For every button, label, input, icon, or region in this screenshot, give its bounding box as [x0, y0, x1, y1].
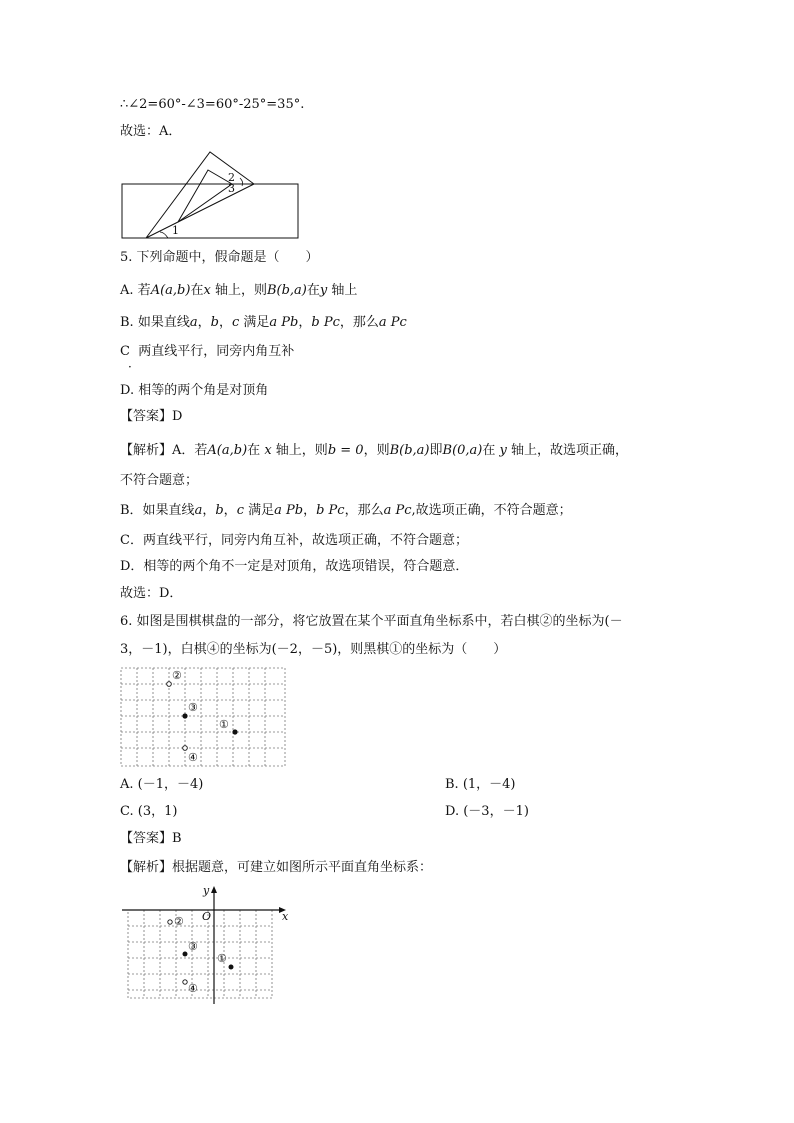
- stone-label-4: ④: [188, 751, 198, 764]
- stone-label-2: ②: [172, 669, 182, 682]
- q6-analysis: 【解析】根据题意，可建立如图所示平面直角坐标系：: [120, 860, 433, 875]
- black-stone-3: [182, 713, 187, 718]
- analysis-text: 即: [429, 443, 443, 458]
- point-args: (0,a): [452, 443, 483, 458]
- coord-label-4: ④: [188, 982, 198, 995]
- point-label: A: [150, 283, 161, 298]
- y-axis-arrow: [211, 886, 217, 893]
- analysis-text: A．若: [172, 443, 208, 458]
- board-grid: [121, 668, 285, 766]
- relation: a Pc: [383, 503, 412, 518]
- relation: a Pb: [274, 503, 304, 518]
- var-label: y: [499, 443, 507, 458]
- go-board-figure: [120, 667, 286, 767]
- q5-analysis-a-cont: 不符合题意；: [120, 473, 199, 488]
- coord-white-stone-2: [168, 920, 172, 924]
- point-label: A: [207, 443, 217, 458]
- coord-black-stone-3: [183, 952, 188, 957]
- q5-answer: 【答案】D: [120, 409, 183, 424]
- outer-triangle: [146, 152, 254, 238]
- relation: b Pc: [316, 503, 345, 518]
- coord-label-3: ③: [188, 940, 198, 953]
- point-args: (b,a): [399, 443, 430, 458]
- choice-line-a: [120, 122, 181, 142]
- origin-label: O: [202, 910, 212, 923]
- q6-stem-line2: 3，－1)，白棋④的坐标为(－2，－5)，则黑棋①的坐标为（ ）: [120, 642, 507, 657]
- relation: b Pc: [311, 315, 340, 330]
- y-axis-label: y: [203, 884, 210, 897]
- var-label: x: [203, 283, 211, 298]
- q6-stem-line1: 6. 如图是围棋棋盘的一部分，将它放置在某个平面直角坐标系中，若白棋②的坐标为(－: [120, 614, 623, 629]
- var-label: a: [189, 315, 198, 330]
- point-label: B: [266, 283, 277, 298]
- relation: a Pc: [378, 315, 407, 330]
- coord-label-2: ②: [174, 915, 184, 928]
- q6-option-c: C. (3，1): [120, 804, 178, 819]
- q5-analysis-a: [120, 441, 628, 461]
- triangle-ruler-figure: [120, 148, 305, 240]
- option-text: 轴上，则: [214, 283, 267, 298]
- var-label: b: [210, 315, 219, 330]
- point-args: (a,b): [160, 283, 191, 298]
- analysis-label: 【解析】: [120, 443, 173, 458]
- figure1-label-1: 1: [172, 224, 179, 237]
- var-label: x: [264, 443, 272, 458]
- stone-label-1: ①: [219, 718, 229, 731]
- var-label: c: [231, 315, 240, 330]
- coord-grid: [128, 910, 272, 998]
- analysis-text: ,故选项正确，不符合题意；: [411, 503, 572, 518]
- option-letter: B.: [120, 315, 134, 330]
- equation: b = 0: [327, 443, 364, 458]
- parallel-strip: [122, 184, 298, 238]
- q6-answer: 【答案】B: [120, 831, 182, 846]
- choice-value: A．: [159, 124, 182, 139]
- q6-option-d: D. (－3，－1): [445, 804, 529, 819]
- q5-option-b: B. 如果直线a，b，c 满足a Pb，b Pc，那么a Pc: [120, 315, 407, 330]
- decorative-dot: ·: [128, 360, 132, 374]
- angle-computation-line: ∴∠2=60°-∠3=60°-25°=35°.: [120, 97, 305, 112]
- analysis-text: ，则: [363, 443, 390, 458]
- analysis-text: 满足: [248, 503, 275, 518]
- coord-black-stone-1: [229, 965, 234, 970]
- figure1-label-3: 3: [228, 182, 235, 195]
- analysis-text: 在: [247, 443, 261, 458]
- coordinate-board-figure: [120, 884, 295, 1006]
- q5-analysis-b: B．如果直线a，b，c 满足a Pb，b Pc，那么a Pc,故选项正确，不符合题意；: [120, 503, 572, 518]
- option-text: 如果直线: [137, 315, 190, 330]
- q5-option-a: [120, 281, 357, 301]
- q6-option-a: A. (－1，－4): [120, 777, 204, 792]
- q5-analysis-c: C．两直线平行，同旁内角互补，故选项正确，不符合题意；: [120, 533, 468, 548]
- angle-arc-2: [240, 178, 243, 186]
- option-text: 轴上: [331, 283, 358, 298]
- analysis-text: 轴上，则: [275, 443, 328, 458]
- point-label: B: [442, 443, 453, 458]
- q6-option-b: B. (1，－4): [445, 777, 516, 792]
- choice-prefix: 故选：: [120, 124, 160, 139]
- option-text: 两直线平行，同旁内角互补: [138, 344, 295, 359]
- white-stone-4: [183, 746, 188, 751]
- option-text: 在: [306, 283, 320, 298]
- point-args: (b,a): [276, 283, 307, 298]
- white-stone-2: [167, 682, 172, 687]
- option-letter: C: [120, 344, 130, 359]
- analysis-text: B．如果直线: [120, 503, 195, 518]
- inner-triangle: [178, 170, 232, 222]
- option-text: 满足: [243, 315, 270, 330]
- q5-option-c: [120, 342, 294, 362]
- var-label: b: [215, 503, 224, 518]
- q5-option-d: [120, 381, 268, 401]
- var-label: a: [194, 503, 203, 518]
- analysis-text: ，那么: [344, 503, 384, 518]
- var-label: c: [236, 503, 244, 518]
- angle-arc-1: [160, 232, 168, 238]
- option-letter: A.: [120, 283, 134, 298]
- coord-label-1: ①: [217, 952, 227, 965]
- q5-stem: 5. 下列命题中，假命题是（ ）: [120, 250, 319, 265]
- figure1-label-2: 2: [228, 171, 235, 184]
- option-text: ，那么: [339, 315, 379, 330]
- point-args: (a,b): [216, 443, 248, 458]
- coord-white-stone-4: [183, 980, 187, 984]
- relation: a Pb: [269, 315, 299, 330]
- q5-analysis-d: D．相等的两个角不一定是对顶角，故选项错误，符合题意．: [120, 559, 469, 574]
- option-text: 若: [137, 283, 151, 298]
- q5-choice: 故选：D．: [120, 586, 183, 601]
- analysis-text: 轴上，故选项正确，: [511, 443, 629, 458]
- black-stone-1: [232, 729, 237, 734]
- stone-label-3: ③: [188, 701, 198, 714]
- option-text: 在: [190, 283, 204, 298]
- analysis-text: 在: [482, 443, 496, 458]
- option-text: 相等的两个角是对顶角: [138, 383, 269, 398]
- x-axis-label: x: [282, 910, 289, 923]
- point-label: B: [389, 443, 400, 458]
- var-label: y: [319, 283, 328, 298]
- option-letter: D.: [120, 383, 135, 398]
